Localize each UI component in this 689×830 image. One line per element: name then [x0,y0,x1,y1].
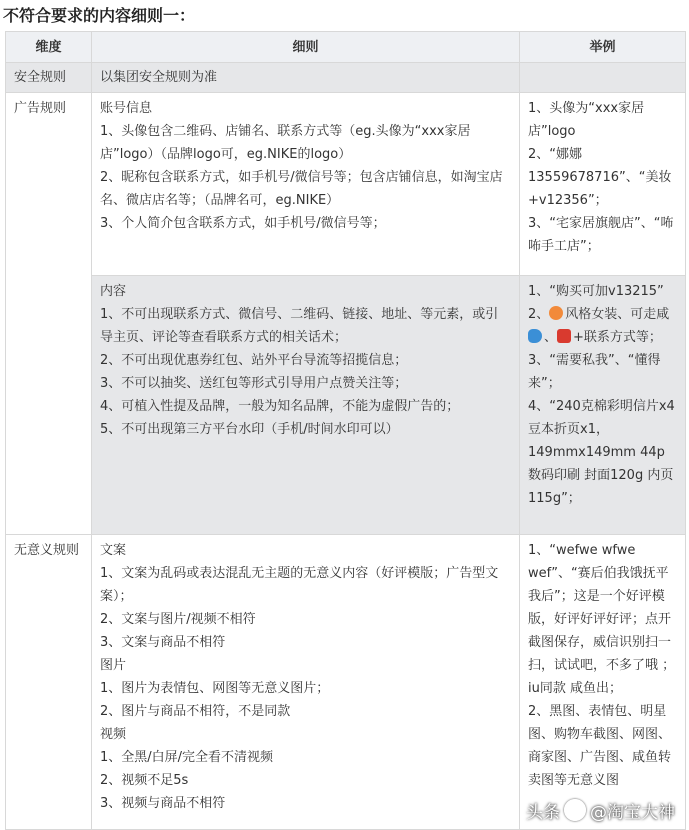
rule-item: 1、文案为乱码或表达混乱无主题的无意义内容（好评模版；广告型文案）； [100,566,499,604]
rule-item: 1、头像包含二维码、店铺名、联系方式等（eg.头像为“xxx家居店”logo）（品牌logo可，eg.NIKE的logo） [100,124,471,162]
example-item: 4、“240克棉彩明信片x4 豆本折页x1，149mmx149mm 44p 数码印刷 封面120g 内页115g”； [528,399,675,506]
example-text: 2、 [528,307,550,322]
rule-item: 2、视频不足5s [100,773,189,788]
example-item: 2、“娜娜13559678716”、“美妆+v12356”； [528,147,672,208]
row-example-cell [520,93,686,276]
rule-item: 2、不可出现优惠券红包、站外平台导流等招揽信息； [100,353,408,368]
row-rule-cell [92,535,520,830]
rule-subheading: 内容 [100,284,127,299]
example-item: 1、“购买可加v13215” [528,284,664,299]
example-text: +联系方式等； [573,330,662,345]
example-text: 风格女装、可走咸 [565,307,670,322]
page-title: 不符合要求的内容细则一： [3,6,196,25]
rule-item: 2、图片与商品不相符，不是同款 [100,704,291,719]
row-example-cell [520,276,686,535]
peach-icon [549,306,563,320]
row-dimension: 广告规则 [6,93,92,535]
header-rule: 细则 [92,32,520,63]
rule-item: 2、文案与图片/视频不相符 [100,612,256,627]
header-example: 举例 [520,32,686,63]
rule-item: 1、图片为表情包、网图等无意义图片； [100,681,330,696]
rule-item: 5、不可出现第三方平台水印（手机/时间水印可以） [100,422,399,437]
row-dimension: 安全规则 [6,63,92,93]
fish-icon [528,329,542,343]
example-item: 3、“宅家居旗舰店”、“咘咘手工店”； [528,216,674,254]
row-dimension: 无意义规则 [6,535,92,830]
example-item: 2、黑图、表情包、明星图、购物车截图、网图、商家图、广告图、咸鱼转卖图等无意义图 [528,704,672,788]
row-rule-cell [92,276,520,535]
rules-table [5,31,686,830]
header-dimension: 维度 [6,32,92,63]
rule-item: 1、全黑/白屏/完全看不清视频 [100,750,274,765]
rule-item: 1、不可出现联系方式、微信号、二维码、链接、地址、等元素，或引导主页、评论等查看联系方式的相关话术； [100,307,499,345]
row-example-line [520,63,686,93]
example-text: 、 [544,330,558,345]
rule-item: 3、个人简介包含联系方式，如手机号/微信号等； [100,216,386,231]
row-rule-line: 以集团安全规则为准 [92,63,520,93]
rule-item: 2、昵称包含联系方式，如手机号/微信号等；包含店铺信息，如淘宝店名、微店店名等；（品牌名可，eg.NIKE） [100,170,503,208]
phone-icon [557,329,571,343]
row-example-cell [520,535,686,830]
rule-item: 3、文案与商品不相符 [100,635,226,650]
example-item: 1、头像为“xxx家居店”logo [528,101,645,139]
table-row-security [6,63,686,93]
footer-prefix: 头条 [526,803,560,823]
footer-handle: @淘宝大神 [590,803,675,823]
table-row-ad-account [6,93,686,276]
example-item: 1、“wefwe wfwe wef”、“赛后伯我饿抚平我后”；这是一个好评模版，好评好评好评；点开截图保存，威信识别扫一扫，试试吧，不多了哦 ；iu同款 咸鱼出； [528,543,676,696]
rule-item: 3、视频与商品不相符 [100,796,226,811]
table-row-ad-content [6,276,686,535]
brand-icon [564,799,586,821]
rule-subheading: 图片 [100,658,127,673]
example-item [528,303,677,349]
row-rule-cell [92,93,520,276]
table-row-meaningless [6,535,686,830]
rule-subheading: 文案 [100,543,127,558]
rule-item: 4、可植入性提及品牌，一般为知名品牌，不能为虚假广告的； [100,399,460,414]
rule-item: 3、不可以抽奖、送红包等形式引导用户点赞关注等； [100,376,408,391]
rule-subheading: 账号信息 [100,101,153,116]
example-item: 3、“需要私我”、“懂得来”； [528,353,661,391]
rule-subheading: 视频 [100,727,127,742]
table-header-row [6,32,686,63]
footer-attribution [526,798,675,823]
